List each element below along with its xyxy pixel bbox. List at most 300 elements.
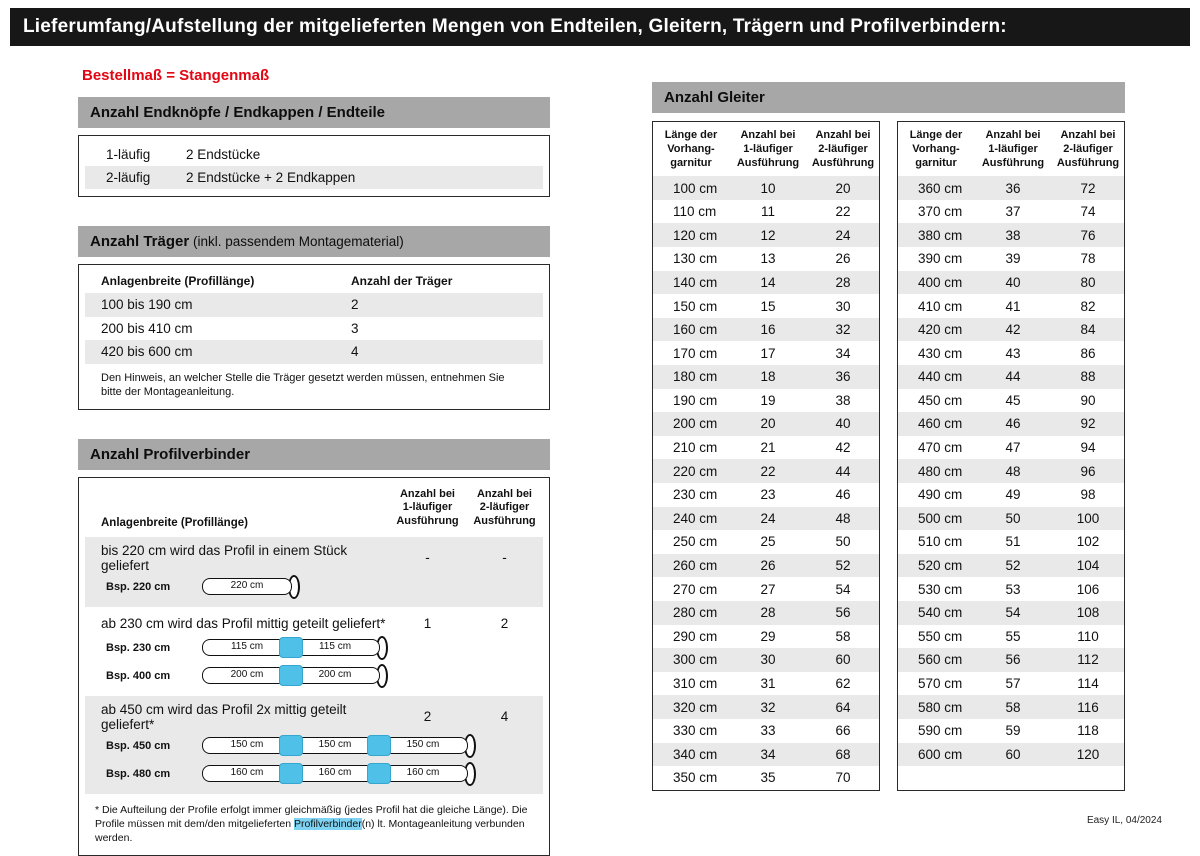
gleiter-count-2laufig: 106 <box>1076 581 1100 597</box>
profile-segment: 160 cm <box>290 765 380 782</box>
gleiter-length: 200 cm <box>673 416 718 432</box>
gleiter-count-2laufig: 88 <box>1080 369 1096 385</box>
gleiter-count-1laufig: 12 <box>760 227 776 243</box>
gleiter-count-2laufig: 30 <box>835 298 851 314</box>
page-title-bar <box>10 8 1190 46</box>
gleiter-count-1laufig: 20 <box>760 416 776 432</box>
gleiter-length: 460 cm <box>918 416 963 432</box>
profile-segment: 200 cm <box>290 667 380 684</box>
footnote-text-before: * Die Aufteilung der Profile erfolgt immer gleichmäßig (jedes Profil hat die gleiche Länge). Die Profile müssen mit dem/den mitgelieferten <box>95 803 528 830</box>
gleiter-row <box>898 648 1124 672</box>
gleiter-count-2laufig: 40 <box>835 416 851 432</box>
gleiter-row <box>898 719 1124 743</box>
count-2laufig: 4 <box>500 709 509 725</box>
gleiter-length: 300 cm <box>673 652 718 668</box>
gleiter-length: 590 cm <box>918 723 963 739</box>
gleiter-row <box>898 695 1124 719</box>
gleiter-count-2laufig: 42 <box>835 440 851 456</box>
traeger-row <box>85 293 543 317</box>
endteile-section-header <box>78 97 550 128</box>
gleiter-count-1laufig: 26 <box>760 558 776 574</box>
gleiter-count-1laufig: 34 <box>760 746 776 762</box>
endteile-rows <box>85 143 543 189</box>
gleiter-count-1laufig: 36 <box>1005 180 1021 196</box>
left-column <box>78 97 550 856</box>
gleiter-row <box>653 389 879 413</box>
traeger-count: 4 <box>351 344 359 360</box>
gleiter-length: 290 cm <box>673 628 718 644</box>
gleiter-row <box>898 271 1124 295</box>
gleiter-row <box>653 695 879 719</box>
gleiter-length: 220 cm <box>673 463 718 479</box>
gleiter-length: 600 cm <box>918 746 963 762</box>
gleiter-count-2laufig: 80 <box>1080 274 1096 290</box>
gleiter-length: 160 cm <box>673 322 718 338</box>
gleiter-section-title: Anzahl Gleiter <box>664 89 765 106</box>
gleiter-row <box>653 719 879 743</box>
profilverbinder-sections <box>85 537 543 794</box>
gleiter-length: 370 cm <box>918 204 963 220</box>
gleiter-count-2laufig: 64 <box>835 699 851 715</box>
gleiter-count-1laufig: 57 <box>1005 676 1021 692</box>
gleiter-row <box>898 389 1124 413</box>
count-2laufig: 2 <box>500 615 509 631</box>
gleiter-count-1laufig: 29 <box>760 628 776 644</box>
gleiter-length: 110 cm <box>673 204 717 220</box>
gleiter-count-1laufig: 55 <box>1005 628 1021 644</box>
gleiter-row <box>898 247 1124 271</box>
pv-col3-header: Anzahl bei 2-läufiger Ausführung <box>473 487 536 528</box>
profile-example <box>85 760 543 788</box>
traeger-rows <box>85 293 543 364</box>
gleiter-count-2laufig: 44 <box>835 463 851 479</box>
traeger-section-title: Anzahl Träger <box>90 233 190 250</box>
profilverbinder-section-header <box>78 439 550 470</box>
gleiter-count-1laufig: 59 <box>1005 723 1021 739</box>
gleiter-count-2laufig: 20 <box>835 180 851 196</box>
profile-rod <box>202 734 476 758</box>
gleiter-row <box>653 530 879 554</box>
gleiter-count-1laufig: 39 <box>1005 251 1021 267</box>
pv-col1-header: Anlagenbreite (Profillänge) <box>101 516 248 529</box>
gleiter-col-header: Länge der Vorhang- garnitur <box>664 129 718 169</box>
profilverbinder-section <box>85 607 543 696</box>
gleiter-count-1laufig: 25 <box>760 534 776 550</box>
traeger-range: 200 bis 410 cm <box>101 320 193 336</box>
profile-connector-icon <box>279 763 303 784</box>
count-1laufig: 2 <box>423 709 432 725</box>
profil-rule-text: ab 230 cm wird das Profil mittig geteilt geliefert* <box>101 615 386 631</box>
page-title: Lieferumfang/Aufstellung der mitgelieferten Mengen von Endteilen, Gleitern, Trägern und Profilverbindern: <box>23 16 1007 37</box>
gleiter-length: 250 cm <box>673 534 718 550</box>
gleiter-table-1 <box>652 121 880 791</box>
gleiter-row <box>898 200 1124 224</box>
gleiter-length: 260 cm <box>673 558 718 574</box>
order-measure-note: Bestellmaß = Stangenmaß <box>82 67 270 84</box>
endteile-row <box>85 166 543 189</box>
gleiter-count-1laufig: 11 <box>760 204 775 220</box>
gleiter-row <box>898 176 1124 200</box>
endteile-value: 2 Endstücke <box>186 147 261 162</box>
gleiter-count-2laufig: 102 <box>1076 534 1100 550</box>
profile-connector-icon <box>279 735 303 756</box>
gleiter-row <box>898 507 1124 531</box>
profile-rod <box>202 636 388 660</box>
gleiter-length: 500 cm <box>918 510 963 526</box>
profile-segment: 150 cm <box>202 737 292 754</box>
gleiter-length: 340 cm <box>673 746 718 762</box>
gleiter-count-1laufig: 35 <box>760 770 776 786</box>
gleiter-row <box>898 483 1124 507</box>
gleiter-count-1laufig: 53 <box>1005 581 1021 597</box>
gleiter-length: 230 cm <box>673 487 718 503</box>
gleiter-count-1laufig: 38 <box>1005 227 1021 243</box>
gleiter-count-2laufig: 70 <box>835 770 851 786</box>
profilverbinder-section-title: Anzahl Profilverbinder <box>90 445 251 463</box>
traeger-col1-header: Anlagenbreite (Profillänge) <box>101 274 255 288</box>
gleiter-length: 490 cm <box>918 487 963 503</box>
gleiter-row <box>898 577 1124 601</box>
gleiter-length: 530 cm <box>918 581 963 597</box>
gleiter-count-1laufig: 45 <box>1005 392 1021 408</box>
profile-segment: 160 cm <box>378 765 468 782</box>
profile-example <box>85 732 543 760</box>
gleiter-count-2laufig: 24 <box>835 227 851 243</box>
gleiter-count-1laufig: 33 <box>760 723 776 739</box>
gleiter-count-1laufig: 22 <box>760 463 776 479</box>
gleiter-row <box>898 223 1124 247</box>
gleiter-count-1laufig: 54 <box>1005 605 1021 621</box>
gleiter-count-1laufig: 23 <box>760 487 776 503</box>
profilverbinder-table-header <box>85 478 543 537</box>
gleiter-row <box>653 200 879 224</box>
gleiter-count-1laufig: 13 <box>760 251 776 267</box>
gleiter-length: 280 cm <box>673 605 718 621</box>
gleiter-count-2laufig: 110 <box>1077 628 1099 644</box>
gleiter-count-1laufig: 14 <box>760 274 776 290</box>
gleiter-row <box>898 554 1124 578</box>
gleiter-table-2-rows <box>898 176 1124 766</box>
gleiter-count-2laufig: 60 <box>835 652 851 668</box>
gleiter-count-2laufig: 84 <box>1080 322 1096 338</box>
gleiter-count-2laufig: 114 <box>1077 676 1099 692</box>
gleiter-length: 150 cm <box>673 298 718 314</box>
example-label: Bsp. 230 cm <box>106 641 171 654</box>
gleiter-row <box>898 672 1124 696</box>
example-label: Bsp. 220 cm <box>106 580 171 593</box>
endteile-type: 2-läufig <box>106 170 151 185</box>
gleiter-count-2laufig: 74 <box>1080 204 1096 220</box>
traeger-section-header <box>78 226 550 257</box>
gleiter-count-2laufig: 116 <box>1077 699 1099 715</box>
gleiter-row <box>653 412 879 436</box>
profile-rod <box>202 575 300 599</box>
gleiter-col-header: Anzahl bei 1-läufiger Ausführung <box>981 129 1045 169</box>
endteile-section-title: Anzahl Endknöpfe / Endkappen / Endteile <box>90 104 386 121</box>
profilverbinder-footnote <box>85 794 543 856</box>
gleiter-length: 560 cm <box>918 652 963 668</box>
traeger-range: 100 bis 190 cm <box>101 297 193 313</box>
gleiter-count-2laufig: 28 <box>835 274 851 290</box>
gleiter-row <box>653 459 879 483</box>
gleiter-row <box>898 459 1124 483</box>
gleiter-length: 210 cm <box>673 440 718 456</box>
gleiter-col-header: Anzahl bei 2-läufiger Ausführung <box>811 129 875 169</box>
gleiter-count-2laufig: 120 <box>1076 746 1100 762</box>
gleiter-row <box>653 672 879 696</box>
gleiter-row <box>653 766 879 790</box>
profilverbinder-section <box>85 696 543 794</box>
gleiter-count-2laufig: 96 <box>1080 463 1096 479</box>
gleiter-count-2laufig: 38 <box>835 392 851 408</box>
gleiter-count-2laufig: 34 <box>835 345 851 361</box>
gleiter-count-1laufig: 27 <box>760 581 776 597</box>
gleiter-count-2laufig: 100 <box>1076 510 1100 526</box>
gleiter-count-2laufig: 90 <box>1080 392 1096 408</box>
profile-example <box>85 634 543 662</box>
profile-rod <box>202 762 476 786</box>
gleiter-length: 470 cm <box>918 440 963 456</box>
profile-segment: 150 cm <box>290 737 380 754</box>
traeger-row <box>85 340 543 364</box>
gleiter-row <box>653 507 879 531</box>
gleiter-count-2laufig: 48 <box>835 510 851 526</box>
gleiter-count-1laufig: 58 <box>1005 699 1021 715</box>
gleiter-length: 420 cm <box>918 322 963 338</box>
profile-connector-icon <box>279 665 303 686</box>
gleiter-count-2laufig: 66 <box>835 723 851 739</box>
profile-segment: 115 cm <box>290 639 380 656</box>
gleiter-count-2laufig: 26 <box>835 251 851 267</box>
profile-segment: 150 cm <box>378 737 468 754</box>
profile-segment: 115 cm <box>202 639 292 656</box>
gleiter-tables <box>652 121 1125 791</box>
gleiter-col-header: Anzahl bei 2-läufiger Ausführung <box>1056 129 1120 169</box>
gleiter-count-2laufig: 98 <box>1080 487 1096 503</box>
gleiter-row <box>653 436 879 460</box>
gleiter-count-2laufig: 62 <box>835 676 851 692</box>
footnote-highlight: Profilverbinder <box>294 817 362 830</box>
gleiter-length: 510 cm <box>918 534 963 550</box>
gleiter-row <box>898 412 1124 436</box>
gleiter-row <box>653 743 879 767</box>
gleiter-count-1laufig: 24 <box>760 510 776 526</box>
gleiter-count-2laufig: 118 <box>1077 723 1099 739</box>
endteile-row <box>85 143 543 166</box>
gleiter-row <box>653 247 879 271</box>
gleiter-length: 330 cm <box>673 723 718 739</box>
gleiter-count-1laufig: 40 <box>1005 274 1021 290</box>
profil-rule-text: ab 450 cm wird das Profil 2x mittig geteilt geliefert* <box>101 701 347 732</box>
gleiter-count-1laufig: 42 <box>1005 322 1021 338</box>
gleiter-count-1laufig: 37 <box>1005 204 1021 220</box>
profilverbinder-table <box>78 477 550 856</box>
gleiter-count-2laufig: 22 <box>835 204 851 220</box>
gleiter-length: 180 cm <box>673 369 718 385</box>
profilverbinder-section <box>85 537 543 607</box>
gleiter-row <box>898 341 1124 365</box>
gleiter-length: 120 cm <box>673 227 718 243</box>
document-footer: Easy IL, 04/2024 <box>1086 815 1162 826</box>
gleiter-length: 390 cm <box>918 251 963 267</box>
gleiter-count-1laufig: 16 <box>760 322 776 338</box>
gleiter-count-2laufig: 46 <box>835 487 851 503</box>
gleiter-table-2-header <box>898 122 1124 176</box>
profile-segment: 160 cm <box>202 765 292 782</box>
gleiter-count-1laufig: 51 <box>1005 534 1021 550</box>
traeger-table <box>78 264 550 410</box>
gleiter-length: 270 cm <box>673 581 718 597</box>
traeger-count: 2 <box>351 297 359 313</box>
gleiter-count-1laufig: 31 <box>760 676 776 692</box>
gleiter-count-2laufig: 68 <box>835 746 851 762</box>
example-label: Bsp. 450 cm <box>106 739 171 752</box>
gleiter-count-2laufig: 108 <box>1076 605 1100 621</box>
gleiter-length: 430 cm <box>918 345 963 361</box>
gleiter-count-1laufig: 43 <box>1005 345 1021 361</box>
gleiter-length: 140 cm <box>673 274 718 290</box>
endteile-type: 1-läufig <box>106 147 151 162</box>
gleiter-row <box>653 577 879 601</box>
gleiter-count-1laufig: 52 <box>1005 558 1021 574</box>
gleiter-length: 540 cm <box>918 605 963 621</box>
profile-connector-icon <box>279 637 303 658</box>
gleiter-length: 130 cm <box>673 251 718 267</box>
gleiter-count-2laufig: 32 <box>835 322 851 338</box>
gleiter-length: 240 cm <box>673 510 718 526</box>
gleiter-count-1laufig: 44 <box>1005 369 1021 385</box>
traeger-section-subtitle: (inkl. passendem Montagematerial) <box>189 234 404 249</box>
gleiter-row <box>653 223 879 247</box>
gleiter-row <box>653 601 879 625</box>
gleiter-count-2laufig: 36 <box>835 369 851 385</box>
gleiter-length: 400 cm <box>918 274 963 290</box>
traeger-table-header <box>85 265 543 293</box>
gleiter-count-1laufig: 60 <box>1005 746 1021 762</box>
endteile-value: 2 Endstücke + 2 Endkappen <box>186 170 356 185</box>
gleiter-section-header <box>652 82 1125 113</box>
gleiter-row <box>653 483 879 507</box>
gleiter-count-1laufig: 10 <box>760 180 776 196</box>
gleiter-count-2laufig: 104 <box>1076 558 1100 574</box>
gleiter-length: 190 cm <box>673 392 718 408</box>
traeger-col2-header: Anzahl der Träger <box>351 274 453 288</box>
gleiter-length: 100 cm <box>673 180 718 196</box>
gleiter-count-1laufig: 18 <box>760 369 776 385</box>
traeger-count: 3 <box>351 320 359 336</box>
gleiter-length: 440 cm <box>918 369 963 385</box>
footnote-text-after: (n) lt. Montageanleitung verbunden werden. <box>95 817 525 845</box>
gleiter-row <box>898 530 1124 554</box>
gleiter-row <box>653 294 879 318</box>
gleiter-count-2laufig: 54 <box>835 581 851 597</box>
gleiter-row <box>898 436 1124 460</box>
gleiter-count-1laufig: 17 <box>760 345 776 361</box>
gleiter-count-1laufig: 19 <box>760 392 776 408</box>
gleiter-count-2laufig: 58 <box>835 628 851 644</box>
gleiter-row <box>898 365 1124 389</box>
gleiter-count-2laufig: 94 <box>1080 440 1096 456</box>
gleiter-count-1laufig: 50 <box>1005 510 1021 526</box>
gleiter-length: 580 cm <box>918 699 963 715</box>
example-label: Bsp. 400 cm <box>106 669 171 682</box>
gleiter-length: 310 cm <box>673 676 718 692</box>
gleiter-row <box>653 648 879 672</box>
gleiter-count-1laufig: 48 <box>1005 463 1021 479</box>
profile-rod <box>202 664 388 688</box>
profil-rule-text: bis 220 cm wird das Profil in einem Stück geliefert <box>101 542 348 573</box>
gleiter-count-2laufig: 86 <box>1080 345 1096 361</box>
pv-col2-header: Anzahl bei 1-läufiger Ausführung <box>396 487 459 528</box>
gleiter-row <box>653 625 879 649</box>
gleiter-count-1laufig: 56 <box>1005 652 1021 668</box>
gleiter-count-2laufig: 50 <box>835 534 851 550</box>
gleiter-length: 520 cm <box>918 558 963 574</box>
gleiter-count-2laufig: 112 <box>1077 652 1099 668</box>
gleiter-count-1laufig: 49 <box>1005 487 1021 503</box>
gleiter-col-header: Länge der Vorhang- garnitur <box>909 129 963 169</box>
profile-connector-icon <box>367 763 391 784</box>
gleiter-count-2laufig: 78 <box>1080 251 1096 267</box>
gleiter-length: 380 cm <box>918 227 963 243</box>
count-2laufig: - <box>502 550 507 566</box>
gleiter-row <box>898 743 1124 767</box>
gleiter-count-1laufig: 21 <box>760 440 776 456</box>
gleiter-count-2laufig: 52 <box>835 558 851 574</box>
gleiter-length: 450 cm <box>918 392 963 408</box>
endteile-table <box>78 135 550 197</box>
gleiter-row <box>898 294 1124 318</box>
profile-example <box>85 662 543 690</box>
gleiter-length: 480 cm <box>918 463 963 479</box>
gleiter-table-1-rows <box>653 176 879 789</box>
gleiter-length: 410 cm <box>918 298 963 314</box>
gleiter-row <box>653 554 879 578</box>
gleiter-table-1-header <box>653 122 879 176</box>
gleiter-length: 320 cm <box>673 699 718 715</box>
gleiter-length: 350 cm <box>673 770 718 786</box>
gleiter-row <box>653 318 879 342</box>
profile-connector-icon <box>367 735 391 756</box>
gleiter-count-2laufig: 92 <box>1080 416 1096 432</box>
gleiter-count-2laufig: 76 <box>1080 227 1096 243</box>
traeger-row <box>85 317 543 341</box>
gleiter-count-1laufig: 41 <box>1005 298 1021 314</box>
gleiter-row <box>898 601 1124 625</box>
profile-segment: 200 cm <box>202 667 292 684</box>
gleiter-count-1laufig: 28 <box>760 605 776 621</box>
gleiter-length: 570 cm <box>918 676 963 692</box>
gleiter-count-1laufig: 32 <box>760 699 776 715</box>
gleiter-row <box>653 341 879 365</box>
gleiter-length: 550 cm <box>918 628 963 644</box>
gleiter-length: 360 cm <box>918 180 963 196</box>
gleiter-row <box>653 176 879 200</box>
gleiter-row <box>898 625 1124 649</box>
right-column <box>652 82 1125 791</box>
gleiter-count-1laufig: 30 <box>760 652 776 668</box>
example-label: Bsp. 480 cm <box>106 767 171 780</box>
gleiter-count-1laufig: 47 <box>1005 440 1021 456</box>
gleiter-count-2laufig: 56 <box>835 605 851 621</box>
count-1laufig: 1 <box>423 615 432 631</box>
gleiter-row <box>898 318 1124 342</box>
traeger-note: Den Hinweis, an welcher Stelle die Träger gesetzt werden müssen, entnehmen Sie bitte der Montageanleitung. <box>101 371 505 399</box>
gleiter-count-1laufig: 46 <box>1005 416 1021 432</box>
profile-example <box>85 573 543 601</box>
gleiter-table-2 <box>897 121 1125 791</box>
gleiter-row <box>653 365 879 389</box>
